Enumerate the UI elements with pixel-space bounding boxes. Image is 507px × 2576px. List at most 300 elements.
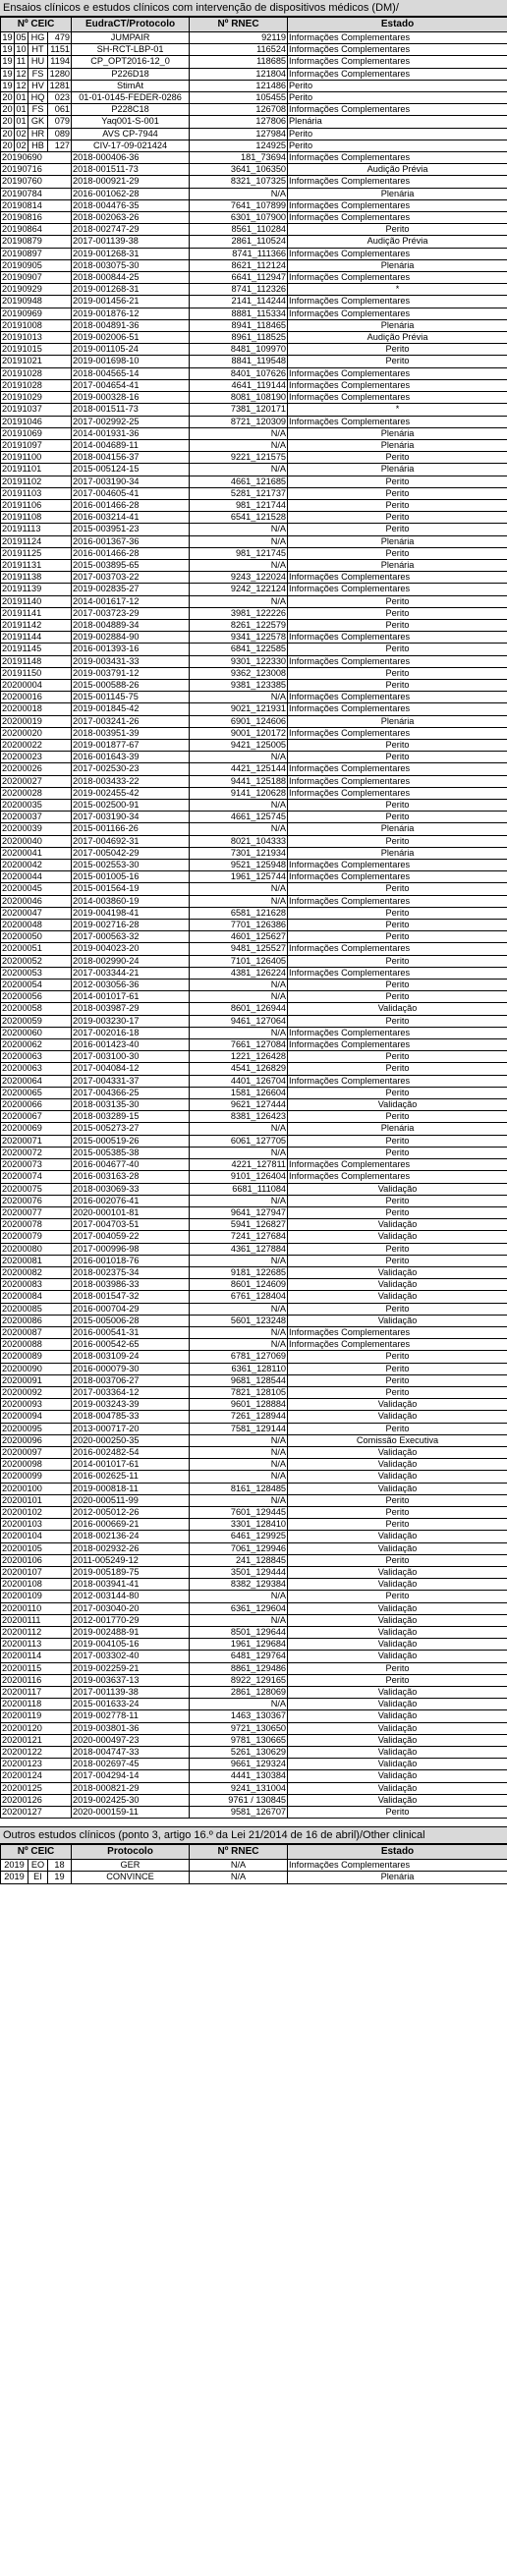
cell-ceic: 20200118 (1, 1699, 72, 1710)
cell-eudract: 2017-003344-21 (72, 967, 190, 979)
cell-eudract: 2018-004891-36 (72, 319, 190, 331)
cell-ceic: 20200104 (1, 1531, 72, 1542)
cell-eudract: 2017-004366-25 (72, 1087, 190, 1098)
cell-estado: Informações Complementares (288, 632, 507, 644)
table-row (1, 632, 507, 644)
cell-estado: Plenária (288, 715, 507, 727)
table-row (1, 44, 507, 56)
header2-rnec: Nº RNEC (190, 1845, 288, 1860)
table-row (1, 1519, 507, 1531)
cell-ceic: 20200105 (1, 1542, 72, 1554)
cell-ceic-code: HU (28, 56, 48, 68)
cell-ceic-code: HB (28, 140, 48, 151)
cell-rnec: 981_121744 (190, 499, 288, 511)
header-ceic: Nº CEIC (1, 18, 72, 32)
cell-ceic: 20200026 (1, 763, 72, 775)
table-row (1, 559, 507, 571)
cell-rnec: 7601_129445 (190, 1506, 288, 1518)
cell-ceic: 20200097 (1, 1446, 72, 1458)
cell-ceic: 20200085 (1, 1303, 72, 1315)
cell-ceic: 20200058 (1, 1003, 72, 1015)
cell-estado: Informações Complementares (288, 943, 507, 955)
cell-eudract: 2018-001511-73 (72, 164, 190, 176)
cell-eudract: 2014-003860-19 (72, 895, 190, 907)
cell-ceic: 20200023 (1, 752, 72, 763)
cell-eudract: 2018-002932-26 (72, 1542, 190, 1554)
cell-eudract: 2020-000101-81 (72, 1206, 190, 1218)
cell-rnec: 9362_123008 (190, 667, 288, 679)
cell-rnec: 4661_125745 (190, 812, 288, 823)
cell-eudract: 2017-003100-30 (72, 1051, 190, 1063)
cell-estado: Informações Complementares (288, 392, 507, 404)
cell-ceic: 20200074 (1, 1171, 72, 1183)
cell-eudract: 2019-002006-51 (72, 332, 190, 344)
cell-rnec: 8021_104333 (190, 835, 288, 847)
cell-rnec: 5261_130629 (190, 1747, 288, 1759)
cell-eudract: 2020-000511-99 (72, 1494, 190, 1506)
cell-estado: Perito (288, 547, 507, 559)
table-row (1, 199, 507, 211)
cell-estado: Perito (288, 1147, 507, 1158)
cell-estado: Perito (288, 752, 507, 763)
table-row (1, 1651, 507, 1662)
cell-eudract: P226D18 (72, 68, 190, 80)
cell-rnec: 7641_107899 (190, 199, 288, 211)
table-row (1, 1219, 507, 1231)
cell-estado: Plenária (288, 464, 507, 476)
cell-estado: Audição Prévia (288, 164, 507, 176)
table-row (1, 547, 507, 559)
cell-ceic: 20200101 (1, 1494, 72, 1506)
cell-ceic: 20200091 (1, 1374, 72, 1386)
cell-ceic: 20191148 (1, 655, 72, 667)
cell-eudract: JUMPAIR (72, 32, 190, 44)
cell-eudract: 2017-004059-22 (72, 1231, 190, 1243)
cell-eudract: 2017-003190-34 (72, 476, 190, 487)
cell-rnec: 127984 (190, 128, 288, 140)
cell-estado: Informações Complementares (288, 272, 507, 284)
table-row (1, 1722, 507, 1734)
cell-ceic: 20200020 (1, 727, 72, 739)
cell-eudract: 2018-000406-36 (72, 152, 190, 164)
cell-estado: Perito (288, 1386, 507, 1398)
table-row (1, 1674, 507, 1686)
cell-ceic-month: 01 (16, 104, 27, 115)
cell-estado: Informações Complementares (288, 655, 507, 667)
cell-rnec: N/A (190, 535, 288, 547)
cell-ceic: 20200067 (1, 1111, 72, 1123)
cell-eudract: 2015-001166-26 (72, 823, 190, 835)
cell-rnec: N/A (190, 427, 288, 439)
table-row (1, 1446, 507, 1458)
cell-rnec: 124925 (190, 140, 288, 151)
cell-estado: Informações Complementares (288, 68, 507, 80)
table-row (1, 943, 507, 955)
cell-ceic: 20191100 (1, 452, 72, 464)
table-row (1, 1770, 507, 1782)
cell-ceic: 20200052 (1, 955, 72, 967)
cell-rnec: N/A (190, 559, 288, 571)
cell-estado: Validação (288, 1446, 507, 1458)
cell-rnec: 8601_124609 (190, 1279, 288, 1291)
cell-rnec: 7301_121934 (190, 847, 288, 859)
table-row (1, 1860, 507, 1872)
table-row (1, 584, 507, 595)
cell-ceic: 20190907 (1, 272, 72, 284)
table-row (1, 775, 507, 787)
cell-eudract: 2012-001770-29 (72, 1614, 190, 1626)
cell-ceic-year: 20 (2, 92, 13, 103)
cell-estado: Informações Complementares (288, 379, 507, 391)
cell-eudract: 2018-003951-39 (72, 727, 190, 739)
cell-ceic: 20200060 (1, 1027, 72, 1038)
table-row (1, 1339, 507, 1351)
table-row (1, 535, 507, 547)
cell-eudract: 2017-001139-38 (72, 236, 190, 248)
cell-rnec: N/A (190, 1195, 288, 1206)
cell-estado: Perito (288, 607, 507, 619)
cell-rnec: 2861_128069 (190, 1687, 288, 1699)
cell-estado: Plenária (288, 427, 507, 439)
cell-eudract: 2019-003801-36 (72, 1722, 190, 1734)
cell-eudract: 2015-000588-26 (72, 679, 190, 691)
cell-estado: Informações Complementares (288, 212, 507, 224)
cell-estado: Perito (288, 800, 507, 812)
cell-eudract: 2018-003986-33 (72, 1279, 190, 1291)
cell-rnec: 9243_122024 (190, 572, 288, 584)
cell-rnec: N/A (190, 439, 288, 451)
cell-eudract: 2015-001145-75 (72, 692, 190, 703)
cell-estado: Informações Complementares (288, 871, 507, 883)
table-row (1, 1027, 507, 1038)
clinical-trials-table (0, 17, 507, 1819)
cell-estado: Validação (288, 1099, 507, 1111)
cell-ceic-month: 01 (16, 116, 27, 127)
cell-ceic: 20200116 (1, 1674, 72, 1686)
cell-estado: Informações Complementares (288, 104, 507, 116)
cell-estado: Validação (288, 1710, 507, 1722)
cell-rnec: 8561_110284 (190, 224, 288, 236)
cell-rnec: 92119 (190, 32, 288, 44)
table-row (1, 188, 507, 199)
cell-eudract: 2017-000996-98 (72, 1243, 190, 1255)
table-row (1, 1687, 507, 1699)
cell-estado: Perito (288, 1423, 507, 1434)
cell-rnec: N/A (190, 1027, 288, 1038)
table-row (1, 1303, 507, 1315)
cell-ceic: 20191097 (1, 439, 72, 451)
table-row (1, 1363, 507, 1374)
cell-eudract: 2018-003987-29 (72, 1003, 190, 1015)
cell-ceic: 20200109 (1, 1591, 72, 1602)
other-studies-table (0, 1844, 507, 1883)
cell-estado: Informações Complementares (288, 763, 507, 775)
table-row (1, 439, 507, 451)
cell-estado: Informações Complementares (288, 775, 507, 787)
cell-ceic: 20191028 (1, 379, 72, 391)
cell-estado: Perito (288, 1591, 507, 1602)
cell-ceic: 20200044 (1, 871, 72, 883)
cell-ceic: 20191046 (1, 416, 72, 427)
table-row (1, 1506, 507, 1518)
cell-ceic: 20190969 (1, 308, 72, 319)
cell-estado: Informações Complementares (288, 56, 507, 68)
cell-rnec: 9581_126707 (190, 1807, 288, 1819)
cell-rnec: N/A (190, 800, 288, 812)
cell-rnec: N/A (190, 188, 288, 199)
cell-ceic: 20190897 (1, 248, 72, 259)
cell-ceic: 20200123 (1, 1759, 72, 1770)
cell-eudract: 2017-003302-40 (72, 1651, 190, 1662)
table-row (1, 92, 507, 104)
table-row (1, 895, 507, 907)
table-row (1, 727, 507, 739)
cell-estado: Audição Prévia (288, 332, 507, 344)
cell-ceic: 20191103 (1, 487, 72, 499)
cell-eudract: 2018-002136-24 (72, 1531, 190, 1542)
cell-estado: Informações Complementares (288, 1171, 507, 1183)
cell-ceic-month: 10 (16, 44, 27, 55)
cell-rnec: N/A (190, 1339, 288, 1351)
cell-ceic: 20200119 (1, 1710, 72, 1722)
cell-rnec: 6681_111084 (190, 1183, 288, 1195)
cell-rnec: N/A (190, 1326, 288, 1338)
cell-estado: Validação (288, 1471, 507, 1483)
cell-ceic-year: 2019 (1, 1860, 28, 1872)
cell-estado: Validação (288, 1183, 507, 1195)
cell-rnec: 9781_130665 (190, 1734, 288, 1746)
cell-rnec: 9421_125005 (190, 739, 288, 751)
cell-ceic: 20200086 (1, 1315, 72, 1326)
cell-eudract: 2016-002076-41 (72, 1195, 190, 1206)
cell-estado: Perito (288, 991, 507, 1003)
cell-eudract: 01-01-0145-FEDER-0286 (72, 92, 190, 104)
cell-rnec: 121486 (190, 80, 288, 91)
cell-estado: Plenária (288, 439, 507, 451)
cell-rnec: 7061_129946 (190, 1542, 288, 1554)
cell-eudract: 2016-003163-28 (72, 1171, 190, 1183)
cell-rnec: N/A (190, 752, 288, 763)
cell-rnec: 5941_126827 (190, 1219, 288, 1231)
cell-ceic-month: 12 (16, 68, 27, 79)
cell-eudract: 2017-003241-26 (72, 715, 190, 727)
cell-ceic-year: 20 (2, 128, 13, 139)
cell-estado: Informações Complementares (288, 199, 507, 211)
cell-rnec: 8382_129384 (190, 1579, 288, 1591)
cell-estado: Perito (288, 1087, 507, 1098)
table-row (1, 1015, 507, 1027)
cell-estado: Perito (288, 739, 507, 751)
table-row (1, 1483, 507, 1494)
cell-estado: Validação (288, 1291, 507, 1303)
cell-rnec: 4601_125627 (190, 931, 288, 943)
cell-ceic: 20200089 (1, 1351, 72, 1363)
cell-ceic-code: HQ (28, 92, 48, 104)
cell-ceic: 20200027 (1, 775, 72, 787)
data-rows (1, 152, 507, 1819)
cell-estado: Plenária (288, 116, 507, 128)
cell-eudract: 2011-005249-12 (72, 1554, 190, 1566)
cell-estado: Perito (288, 1374, 507, 1386)
cell-ceic-num: 1151 (48, 44, 72, 56)
table-row (1, 32, 507, 44)
cell-estado: Informações Complementares (288, 367, 507, 379)
cell-estado: Informações Complementares (288, 1159, 507, 1171)
table-row (1, 1872, 507, 1883)
cell-eudract: 2016-000704-29 (72, 1303, 190, 1315)
cell-rnec: 9001_120172 (190, 727, 288, 739)
cell-ceic-code: FS (28, 68, 48, 80)
table-row (1, 980, 507, 991)
cell-eudract: CIV-17-09-021424 (72, 140, 190, 151)
cell-estado: * (288, 404, 507, 416)
cell-eudract: 2015-002553-30 (72, 860, 190, 871)
cell-ceic: 20191013 (1, 332, 72, 344)
cell-ceic: 20200087 (1, 1326, 72, 1338)
table-row (1, 860, 507, 871)
cell-eudract: 2019-001268-31 (72, 248, 190, 259)
cell-eudract: 2017-004605-41 (72, 487, 190, 499)
table-row (1, 476, 507, 487)
cell-estado: Plenária (288, 823, 507, 835)
cell-ceic: 20200046 (1, 895, 72, 907)
table-row (1, 955, 507, 967)
cell-ceic: 20200082 (1, 1266, 72, 1278)
cell-estado: Informações Complementares (288, 1860, 507, 1872)
cell-ceic: 20200059 (1, 1015, 72, 1027)
table-row (1, 152, 507, 164)
cell-estado: Perito (288, 1051, 507, 1063)
cell-estado: Validação (288, 1734, 507, 1746)
table-row (1, 1531, 507, 1542)
cell-protocolo: CONVINCE (72, 1872, 190, 1883)
cell-ceic: 20200078 (1, 1219, 72, 1231)
cell-eudract: 2019-000818-11 (72, 1483, 190, 1494)
cell-estado: Perito (288, 835, 507, 847)
cell-rnec: 4421_125144 (190, 763, 288, 775)
cell-estado: Informações Complementares (288, 44, 507, 56)
cell-rnec: 9481_125527 (190, 943, 288, 955)
cell-rnec: 8741_112326 (190, 284, 288, 296)
table-row (1, 1782, 507, 1794)
cell-ceic: 20200016 (1, 692, 72, 703)
cell-rnec: 8161_128485 (190, 1483, 288, 1494)
split-rows (1, 32, 507, 152)
cell-ceic-year: 19 (2, 68, 13, 79)
cell-ceic-year: 19 (2, 56, 13, 67)
table-row (1, 619, 507, 631)
cell-eudract: 2016-001466-28 (72, 499, 190, 511)
cell-ceic: 20200018 (1, 703, 72, 715)
cell-eudract: 2019-001845-42 (72, 703, 190, 715)
cell-ceic: 20190760 (1, 176, 72, 188)
cell-estado: Informações Complementares (288, 787, 507, 799)
cell-rnec: 1463_130367 (190, 1710, 288, 1722)
cell-estado: Perito (288, 644, 507, 655)
cell-estado: Perito (288, 1494, 507, 1506)
cell-estado: Plenária (288, 259, 507, 271)
cell-estado: Informações Complementares (288, 967, 507, 979)
cell-rnec: 6301_107900 (190, 212, 288, 224)
cell-ceic: 20191138 (1, 572, 72, 584)
table-row (1, 512, 507, 524)
table-row (1, 883, 507, 895)
cell-rnec: 181_73694 (190, 152, 288, 164)
cell-eudract: 2018-002697-45 (72, 1759, 190, 1770)
cell-estado: Perito (288, 344, 507, 356)
table-row (1, 991, 507, 1003)
table-row (1, 1807, 507, 1819)
cell-estado: Perito (288, 1506, 507, 1518)
cell-eudract: 2012-005012-26 (72, 1506, 190, 1518)
header-eudract: EudraCT/Protocolo (72, 18, 190, 32)
cell-eudract: 2019-002425-30 (72, 1794, 190, 1806)
cell-ceic-year: 19 (2, 44, 13, 55)
cell-estado: * (288, 284, 507, 296)
cell-estado: Informações Complementares (288, 1039, 507, 1051)
cell-eudract: 2018-002063-26 (72, 212, 190, 224)
cell-ceic: 20200042 (1, 860, 72, 871)
cell-rnec: 2141_114244 (190, 296, 288, 308)
cell-estado: Validação (288, 1399, 507, 1411)
cell-eudract: 2019-002259-21 (72, 1662, 190, 1674)
cell-estado: Perito (288, 955, 507, 967)
table-row (1, 464, 507, 476)
cell-ceic: 20200048 (1, 920, 72, 931)
cell-ceic: 20190784 (1, 188, 72, 199)
table-row (1, 1291, 507, 1303)
cell-ceic-num: 1281 (48, 80, 72, 91)
table-row (1, 499, 507, 511)
cell-estado: Perito (288, 1255, 507, 1266)
cell-ceic: 20191108 (1, 512, 72, 524)
cell-eudract: 2016-001393-16 (72, 644, 190, 655)
cell-estado: Perito (288, 499, 507, 511)
cell-rnec: N/A (190, 1591, 288, 1602)
table-row (1, 1411, 507, 1423)
cell-ceic-num: 19 (48, 1872, 72, 1883)
cell-estado: Validação (288, 1483, 507, 1494)
cell-estado: Informações Complementares (288, 296, 507, 308)
cell-eudract: 2019-002716-28 (72, 920, 190, 931)
cell-rnec: N/A (190, 1459, 288, 1471)
cell-estado: Informações Complementares (288, 1027, 507, 1038)
table-row (1, 800, 507, 812)
cell-ceic: 20190716 (1, 164, 72, 176)
cell-ceic: 20190814 (1, 199, 72, 211)
cell-eudract: 2017-003723-29 (72, 607, 190, 619)
table-row (1, 56, 507, 68)
table-row (1, 1231, 507, 1243)
table-row (1, 356, 507, 367)
cell-ceic: 20200051 (1, 943, 72, 955)
cell-ceic: 20200095 (1, 1423, 72, 1434)
cell-eudract: P228C18 (72, 104, 190, 116)
cell-ceic: 20191101 (1, 464, 72, 476)
cell-estado: Validação (288, 1627, 507, 1639)
cell-rnec: 9021_121931 (190, 703, 288, 715)
cell-eudract: 2018-003289-15 (72, 1111, 190, 1123)
cell-rnec: 7101_126405 (190, 955, 288, 967)
cell-ceic: 20200022 (1, 739, 72, 751)
table-row (1, 812, 507, 823)
cell-estado: Validação (288, 1459, 507, 1471)
cell-ceic-month: 02 (16, 128, 27, 139)
cell-ceic: 20191028 (1, 367, 72, 379)
cell-estado: Plenária (288, 535, 507, 547)
cell-rnec: 105455 (190, 92, 288, 104)
cell-rnec: 241_128845 (190, 1554, 288, 1566)
